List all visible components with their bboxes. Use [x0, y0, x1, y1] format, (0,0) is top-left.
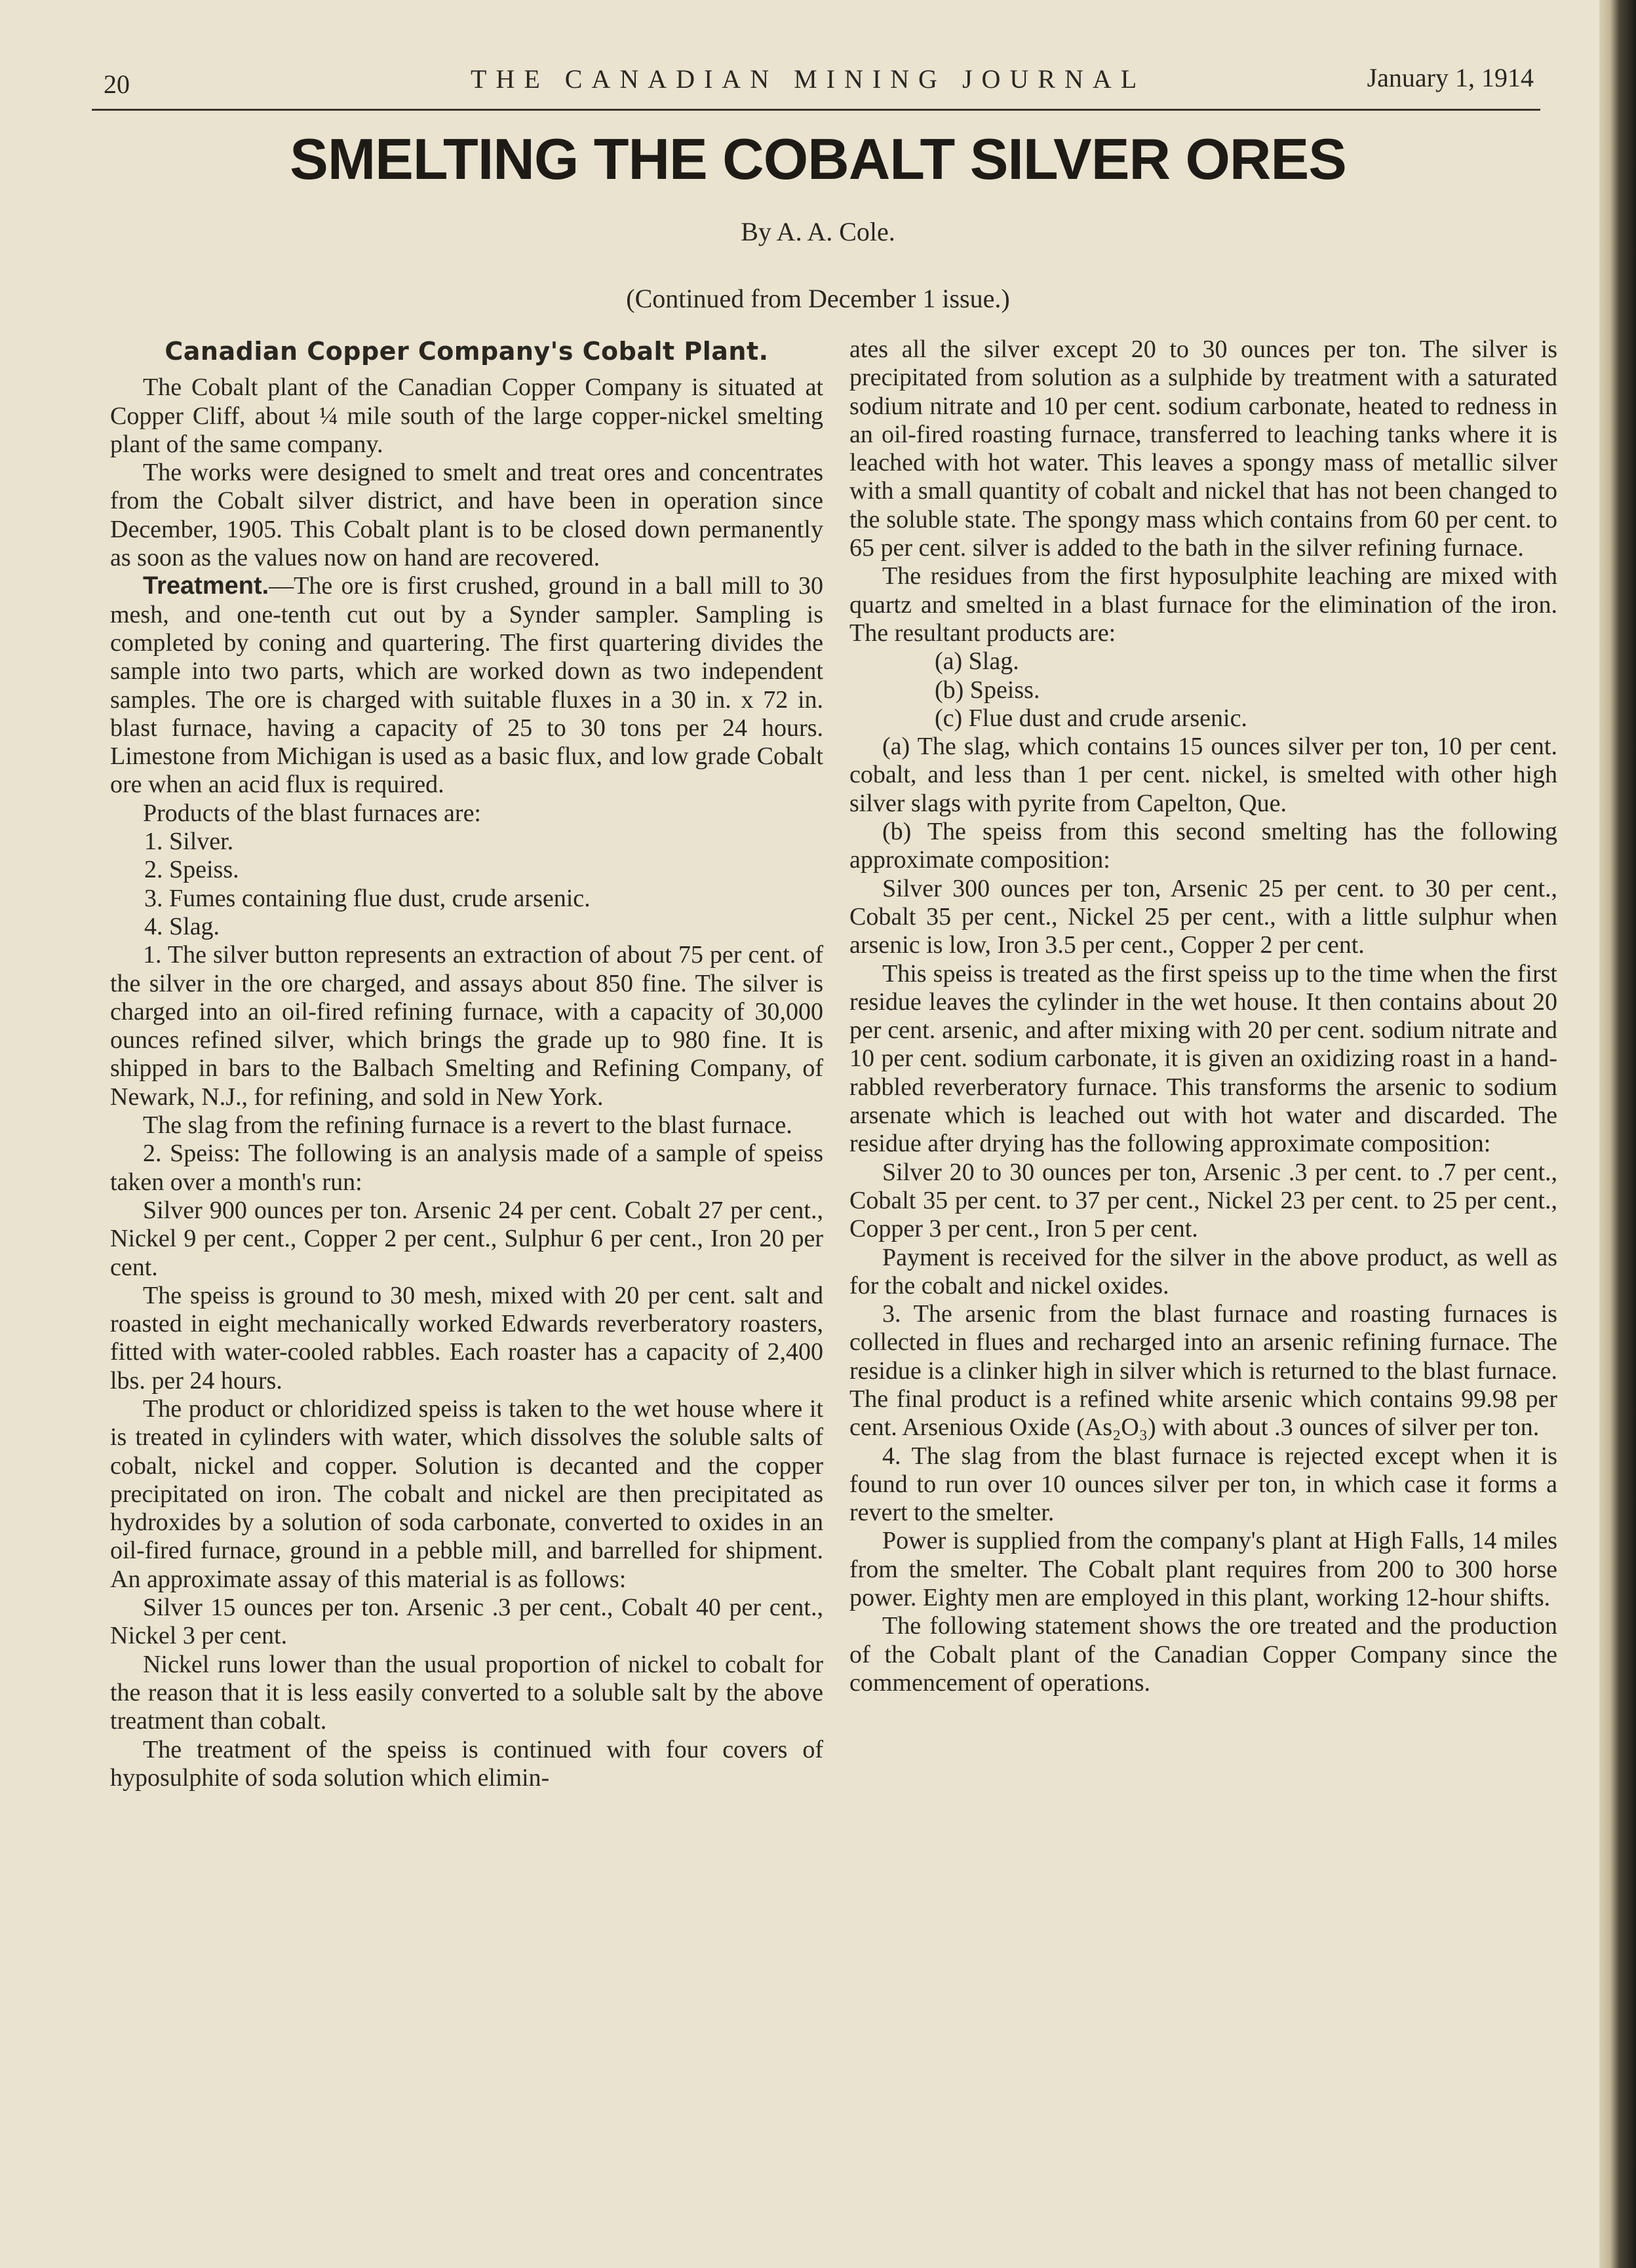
list-item: (c) Flue dust and crude arsenic. — [935, 704, 1247, 732]
paragraph: ates all the silver except 20 to 30 ounces per ton. The silver is precipitated from solution as a sulphide by treatment with a saturated sodium nitrate and 10 per cent. sodium carbonate, heated to redness in an oil-fired roasting furnace, transferred to leaching tanks where it is leached with hot water. This leaves a spongy mass of metallic silver with a small quantity of cobalt and nickel that has not been changed to the soluble state. The spongy mass which contains from 60 per cent. to 65 per cent. silver is added to the bath in the silver refining furnace. — [849, 336, 1557, 562]
paragraph: The residues from the first hyposulphite leaching are mixed with quartz and smelted in a blast furnace for the elimination of the iron. The resultant products are: — [849, 562, 1557, 647]
treatment-lead: Treatment. — [143, 572, 269, 600]
list-item: 4. Slag. — [144, 912, 220, 940]
paragraph: (a) The slag, which contains 15 ounces silver per ton, 10 per cent. cobalt, and less than 1 per cent. nickel, is smelted with other high silver slags with pyrite from Capelton, Que. — [849, 733, 1557, 817]
paragraph: 3. The arsenic from the blast furnace and roasting furnaces is collected in flues and recharged into an arsenic refining furnace. The residue is a clinker high in silver which is returned to the blast furnace. The final product is a refined white arsenic which contains 99.98 per cent. Arsenious Oxide (As₂O₃) with about .3 ounces of silver per ton. — [849, 1300, 1557, 1442]
article-title: SMELTING THE COBALT SILVER ORES — [290, 126, 1346, 191]
paragraph: Silver 300 ounces per ton, Arsenic 25 per cent. to 30 per cent., Cobalt 35 per cent., Nickel 25 per cent., with a little sulphur when arsenic is low, Iron 3.5 per cent., Copper 2 per cent. — [849, 874, 1557, 959]
list-item: 3. Fumes containing flue dust, crude arsenic. — [144, 884, 591, 912]
list-item: 2. Speiss. — [144, 856, 239, 884]
paragraph: Products of the blast furnaces are: — [143, 799, 481, 827]
header-rule — [92, 109, 1540, 111]
paragraph: (b) The speiss from this second smelting has the following approximate composition: — [849, 818, 1557, 874]
paragraph: The slag from the refining furnace is a revert to the blast furnace. — [143, 1111, 792, 1140]
page-edge-shadow — [1599, 0, 1636, 2268]
list-item: 1. Silver. — [144, 828, 234, 856]
journal-name: THE CANADIAN MINING JOURNAL — [471, 64, 1146, 94]
paragraph: The product or chloridized speiss is taken to the wet house where it is treated in cylinders with water, which dissolves the soluble salts of cobalt, nickel and copper. Solution is decanted and the copper precipitated on iron. The cobalt and nickel are then precipitated as hydroxides by a solution of soda carbonate, converted to oxides in an oil-fired furnace, ground in a pebble mill, and barrelled for shipment. An approximate assay of this material is as follows: — [110, 1394, 823, 1593]
paragraph: The treatment of the speiss is continued with four covers of hyposulphite of soda solution which elimin- — [110, 1735, 823, 1792]
paragraph: Silver 15 ounces per ton. Arsenic .3 per cent., Cobalt 40 per cent., Nickel 3 per cent. — [110, 1594, 823, 1650]
continued-note: (Continued from December 1 issue.) — [626, 284, 1010, 313]
paragraph: 2. Speiss: The following is an analysis made of a sample of speiss taken over a month's run: — [110, 1140, 823, 1196]
paragraph: 4. The slag from the blast furnace is rejected except when it is found to run over 10 ounces silver per ton, in which case it forms a revert to the smelter. — [849, 1442, 1557, 1527]
paragraph: Silver 900 ounces per ton. Arsenic 24 per cent. Cobalt 27 per cent., Nickel 9 per cent., Copper 2 per cent., Sulphur 6 per cent., Iron 20 per cent. — [110, 1196, 823, 1281]
paragraph: The works were designed to smelt and treat ores and concentrates from the Cobalt silver district, and have been in operation since December, 1905. This Cobalt plant is to be closed down permanently as soon as the values now on hand are recovered. — [110, 459, 823, 572]
paragraph: The following statement shows the ore treated and the production of the Cobalt plant of the Canadian Copper Company since the commencement of operations. — [849, 1612, 1557, 1697]
running-header — [104, 62, 1534, 102]
paragraph: The speiss is ground to 30 mesh, mixed with 20 per cent. salt and roasted in eight mechanically worked Edwards reverberatory roasters, fitted with water-cooled rabbles. Each roaster has a capacity of 2,400 lbs. per 24 hours. — [110, 1281, 823, 1394]
paragraph — [110, 572, 823, 799]
page-number: 20 — [104, 69, 130, 99]
section-heading: Canadian Copper Company's Cobalt Plant. — [165, 337, 769, 366]
list-item: (a) Slag. — [935, 647, 1019, 676]
list-item: (b) Speiss. — [935, 676, 1040, 704]
paragraph: The Cobalt plant of the Canadian Copper Company is situated at Copper Cliff, about ¼ mile south of the large copper-nickel smelting plant of the same company. — [110, 374, 823, 458]
paragraph: Nickel runs lower than the usual proportion of nickel to cobalt for the reason that it is less easily converted to a soluble salt by the above treatment than cobalt. — [110, 1650, 823, 1735]
paragraph: Payment is received for the silver in the above product, as well as for the cobalt and nickel oxides. — [849, 1243, 1557, 1299]
paragraph: Power is supplied from the company's plant at High Falls, 14 miles from the smelter. The Cobalt plant requires from 200 to 300 horse power. Eighty men are employed in this plant, working 12-hour shifts. — [849, 1527, 1557, 1612]
paragraph: This speiss is treated as the first speiss up to the time when the first residue leaves the cylinder in the wet house. It then contains about 20 per cent. arsenic, and after mixing with 20 per cent. sodium nitrate and 10 per cent. sodium carbonate, it is given an oxidizing roast in a hand-rabbled reverberatory furnace. This transforms the arsenic to sodium arsenate which is leached out with hot water and discarded. The residue after drying has the following approximate composition: — [849, 959, 1557, 1158]
treatment-text: —The ore is first crushed, ground in a ball mill to 30 mesh, and one-tenth cut out by a Synder sampler. Sampling is completed by coning and quartering. The first quartering divides the sample into two parts, which are worked down as two independent samples. The ore is charged with suitable fluxes in a 30 in. x 72 in. blast furnace, having a capacity of 25 to 30 tons per 24 hours. Limestone from Michigan is used as a basic flux, and low grade Cobalt ore when an acid flux is required. — [110, 572, 823, 799]
issue-date: January 1, 1914 — [1367, 63, 1534, 92]
byline: By A. A. Cole. — [741, 217, 895, 246]
paragraph: 1. The silver button represents an extraction of about 75 per cent. of the silver in the ore charged, and assays about 850 fine. The silver is charged into an oil-fired refining furnace, with a capacity of 30,000 ounces refined silver, which brings the grade up to 980 fine. It is shipped in bars to the Balbach Smelting and Refining Company, of Newark, N.J., for refining, and sold in New York. — [110, 941, 823, 1111]
paragraph: Silver 20 to 30 ounces per ton, Arsenic .3 per cent. to .7 per cent., Cobalt 35 per cent. to 37 per cent., Nickel 23 per cent. to 25 per cent., Copper 3 per cent., Iron 5 per cent. — [849, 1158, 1557, 1243]
right-column — [849, 336, 1557, 1697]
left-column — [110, 337, 823, 1792]
